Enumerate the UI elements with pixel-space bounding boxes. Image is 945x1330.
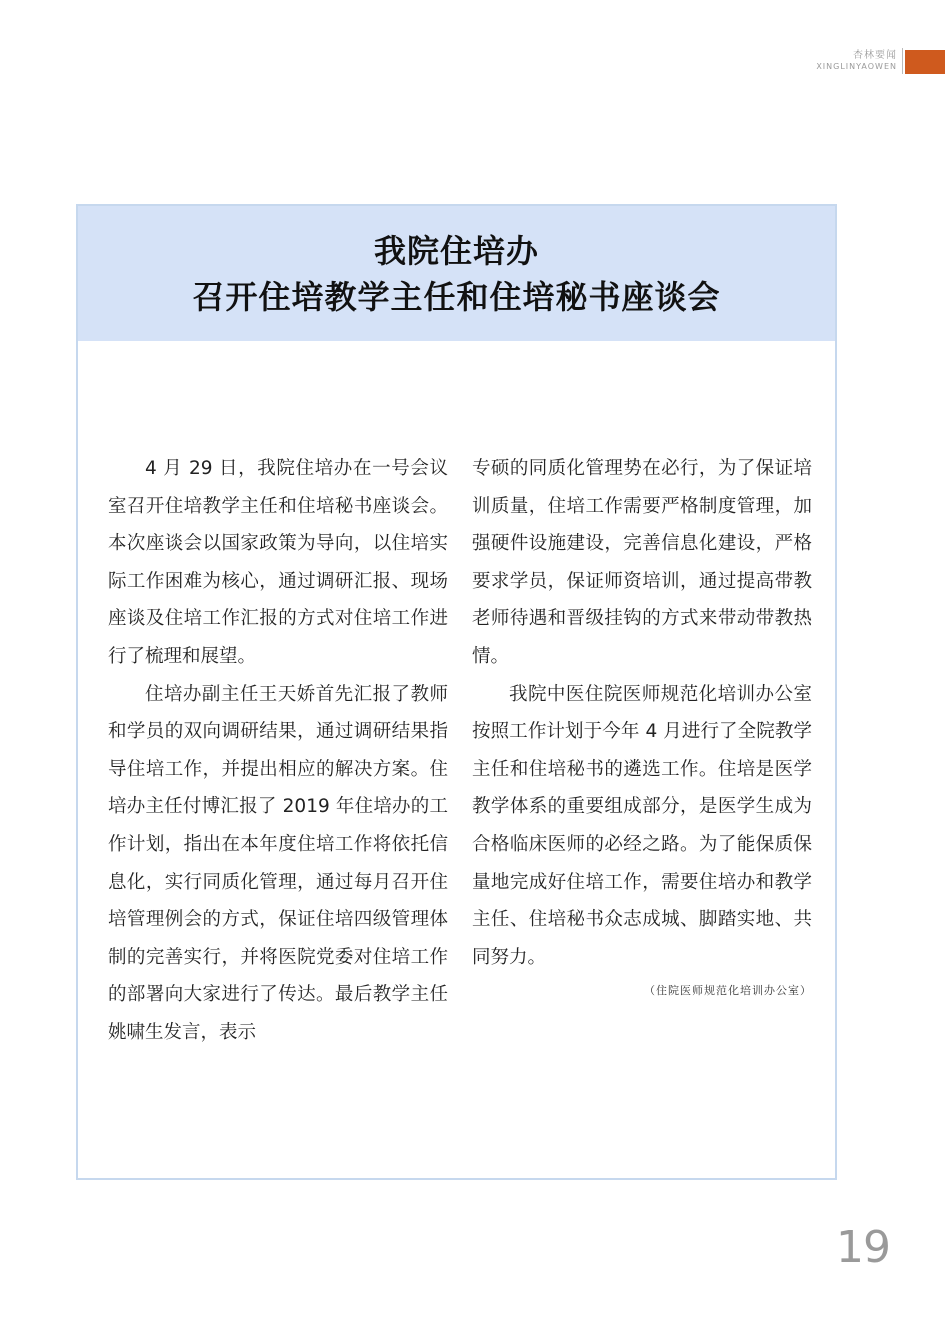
page-number: 19 bbox=[836, 1222, 890, 1273]
article-title-line2: 召开住培教学主任和住培秘书座谈会 bbox=[192, 277, 721, 316]
title-band bbox=[78, 206, 835, 341]
article-title-line1: 我院住培办 bbox=[373, 231, 539, 270]
section-name-en: XINGLINYAOWEN bbox=[816, 61, 897, 71]
paragraph-2: 住培办副主任王天娇首先汇报了教师和学员的双向调研结果，通过调研结果指导住培工作，并提出相应的解决方案。住培办主任付博汇报了 2019 年住培办的工作计划，指出在本年度住培工作将依托信息化，实行同质化管理，通过每月召开住培管理例会的方式，保证住培四级管理体制的完善实行，并将医院党委对住培工作的部署向大家进行了传达。最后教学主任姚啸生发言，表示 bbox=[108, 683, 448, 1043]
right-column bbox=[472, 450, 812, 1006]
paragraph-3: 专硕的同质化管理势在必行，为了保证培训质量，住培工作需要严格制度管理，加强硬件设施建设，完善信息化建设，严格要求学员，保证师资培训，通过提高带教老师待遇和晋级挂钩的方式来带动带教热情。 bbox=[472, 458, 812, 667]
article-source: （住院医师规范化培训办公室） bbox=[644, 984, 812, 998]
paragraph-4: 我院中医住院医师规范化培训办公室按照工作计划于今年 4 月进行了全院教学主任和住培秘书的遴选工作。住培是医学教学体系的重要组成部分，是医学生成为合格临床医师的必经之路。为了能保质保量地完成好住培工作，需要住培办和教学主任、住培秘书众志成城、脚踏实地、共同努力。 bbox=[472, 683, 812, 968]
article-box bbox=[76, 204, 837, 1180]
paragraph-1: 4 月 29 日，我院住培办在一号会议室召开住培教学主任和住培秘书座谈会。本次座谈会以国家政策为导向，以住培实际工作困难为核心，通过调研汇报、现场座谈及住培工作汇报的方式对住培工作进行了梳理和展望。 bbox=[108, 458, 448, 667]
section-divider bbox=[902, 48, 903, 74]
section-tag bbox=[816, 50, 897, 71]
left-column bbox=[108, 450, 448, 1052]
section-name-cn: 杏林要闻 bbox=[853, 50, 897, 61]
accent-bar bbox=[905, 50, 945, 74]
